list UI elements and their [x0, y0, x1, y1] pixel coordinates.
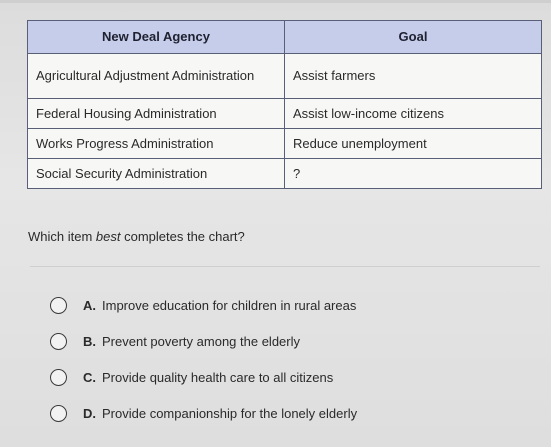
goal-cell: Assist farmers [285, 54, 542, 99]
radio-button[interactable] [50, 369, 67, 386]
top-border-strip [0, 0, 551, 3]
new-deal-agency-table [27, 20, 542, 189]
agency-cell: Agricultural Adjustment Administration [28, 54, 285, 99]
radio-button[interactable] [50, 405, 67, 422]
radio-button[interactable] [50, 297, 67, 314]
question-prefix: Which item [28, 229, 96, 244]
question-prompt [28, 229, 245, 244]
goal-cell: Reduce unemployment [285, 129, 542, 159]
header-goal: Goal [285, 21, 542, 54]
table-row [28, 129, 542, 159]
option-text: Prevent poverty among the elderly [102, 333, 300, 349]
divider [30, 266, 540, 267]
question-suffix: completes the chart? [120, 229, 245, 244]
question-emphasis: best [95, 229, 121, 244]
option-a[interactable] [50, 287, 357, 323]
answer-options [50, 287, 357, 431]
option-text: Provide quality health care to all citizens [102, 369, 334, 385]
option-letter: A. [83, 297, 96, 313]
agency-cell: Social Security Administration [28, 159, 285, 189]
header-new-deal-agency: New Deal Agency [28, 21, 285, 54]
goal-cell: Assist low-income citizens [285, 99, 542, 129]
agency-cell: Works Progress Administration [28, 129, 285, 159]
option-d[interactable] [50, 395, 357, 431]
radio-button[interactable] [50, 333, 67, 350]
goal-cell-missing: ? [285, 159, 542, 189]
option-text: Provide companionship for the lonely elderly [102, 405, 358, 421]
option-letter: B. [83, 333, 96, 349]
table-row [28, 99, 542, 129]
option-letter: C. [83, 369, 96, 385]
option-b[interactable] [50, 323, 357, 359]
agency-cell: Federal Housing Administration [28, 99, 285, 129]
table-header-row [28, 21, 542, 54]
option-text: Improve education for children in rural areas [102, 297, 357, 313]
option-letter: D. [83, 405, 96, 421]
option-c[interactable] [50, 359, 357, 395]
table-row [28, 159, 542, 189]
table-row [28, 54, 542, 99]
